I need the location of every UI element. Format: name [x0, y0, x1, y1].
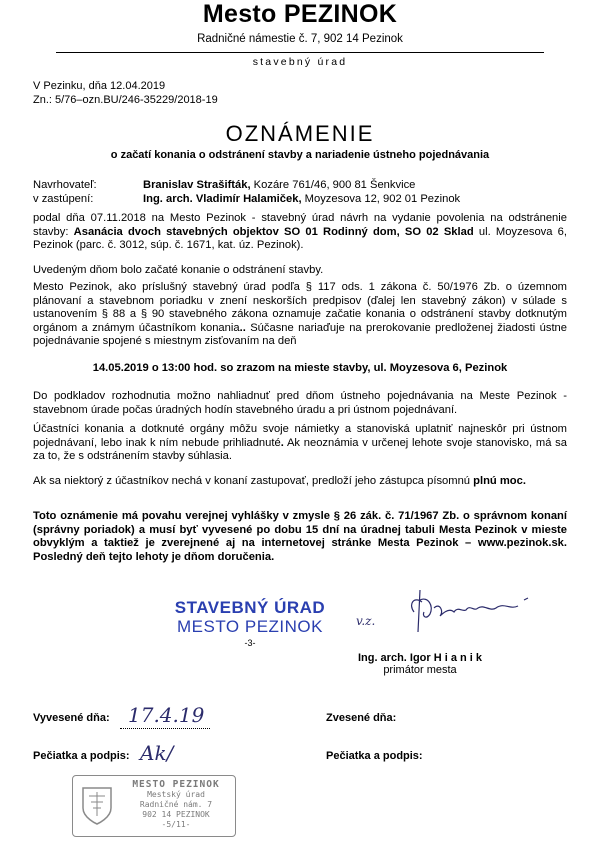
signatory-role: primátor mesta — [383, 664, 457, 676]
p5-text-a: Účastníci konania a dotknuté orgány môžu svoje námietky a stanoviská uplatniť najneskôr pri ústnom pojednávaní, lebo inak k ním nebude prihliadnuté — [33, 423, 567, 449]
paragraph-started: Uvedeným dňom bolo začaté konanie o odstránení stavby. — [33, 264, 324, 276]
handwritten-signature — [400, 586, 550, 638]
signature-initials: v.z. — [356, 614, 376, 628]
p5-text-bold: . — [280, 436, 284, 449]
applicant-row — [33, 179, 567, 193]
city-title: Mesto PEZINOK — [202, 0, 398, 28]
stamp-line-1: STAVEBNÝ ÚRAD — [174, 598, 326, 617]
paragraph-public-notice: Toto oznámenie má povahu verejnej vyhlášky v zmysle § 26 zák. č. 71/1967 Zb. o správnom konaní (správny poriadok) a musí byť vyvesené po dobu 15 dní na úradnej tabuli Mesta Pezinok v mieste obvyklým a taktiež je zverejnené aj na internetovej stránke Mesta Pezinok – www.pezinok.sk. Posledný deň tejto lehoty je dňom doručenia. — [33, 510, 567, 563]
stamp-label-left: Pečiatka a podpis: — [33, 750, 130, 762]
stamp-label-right: Pečiatka a podpis: — [326, 750, 423, 762]
posted-line — [120, 728, 210, 729]
bottom-stamp-line-5: -5/11- — [161, 820, 191, 829]
p1-text-a: podal dňa 07.11.2018 na Mesto Pezinok - stavebný úrad návrh na vydanie povolenia na odstránenie stavby: — [33, 212, 567, 238]
p1-text-bold: Asanácia dvoch stavebných objektov SO 01 Rodinný dom, SO 02 Sklad — [73, 225, 474, 238]
paragraph-application — [33, 212, 567, 253]
coat-of-arms-icon — [81, 784, 113, 826]
representative-row — [33, 193, 567, 207]
reference-number: Zn.: 5/76–ozn.BU/246-35229/2018-19 — [33, 94, 218, 106]
official-stamp — [165, 598, 335, 648]
p6-text-a: Ak sa niektorý z účastníkov nechá v konaní zastupovať, predloží jeho zástupca písomnú — [33, 475, 474, 487]
bottom-stamp-line-2: Mestský úrad — [147, 790, 205, 799]
office-name: stavebný úrad — [252, 56, 348, 68]
applicant-name: Branislav Strašifták, — [143, 179, 251, 191]
paragraph-representation — [33, 475, 567, 489]
place-date: V Pezinku, dňa 12.04.2019 — [33, 80, 166, 92]
posted-label: Vyvesené dňa: — [33, 712, 110, 724]
representative-label: v zastúpení: — [33, 192, 94, 205]
signatory-block — [330, 652, 510, 676]
signatory-name: Ing. arch. Igor H i a n i k — [357, 652, 483, 664]
removed-label: Zvesené dňa: — [326, 712, 397, 724]
paragraph-objections — [33, 423, 567, 464]
p3-text-bold: .. — [239, 321, 246, 334]
stamp-line-2: MESTO PEZINOK — [177, 617, 323, 636]
representative-address: Moyzesova 12, 902 01 Pezinok — [301, 192, 461, 205]
representative-name: Ing. arch. Vladimír Halamiček, — [143, 192, 302, 205]
bottom-stamp-line-3: Radničné nám. 7 — [139, 800, 213, 809]
document-meta — [33, 79, 218, 107]
p5-text-b: Ak neoznámia v určenej lehote svoje stanovisko, má sa za to, že s odstránením stavby súhlasia. — [33, 436, 567, 463]
p6-text-bold: plnú moc. — [473, 475, 526, 487]
municipal-stamp — [72, 775, 236, 837]
p1-text-b: ul. Moyzesova 6, Pezinok (parc. č. 3012, súp. č. 1671, kat. úz. Pezinok). — [33, 225, 567, 252]
city-address: Radničné námestie č. 7, 902 14 Pezinok — [197, 33, 403, 45]
stamp-number: -3- — [244, 638, 256, 648]
posted-date: 17.4.19 — [128, 703, 205, 727]
posted-signature: Ak/ — [140, 741, 174, 765]
parties-block — [33, 179, 567, 206]
municipal-stamp-text — [121, 780, 231, 830]
bottom-stamp-line-4: 902 14 PEZINOK — [142, 810, 210, 819]
hearing-date: 14.05.2019 o 13:00 hod. so zrazom na mieste stavby, ul. Moyzesova 6, Pezinok — [92, 362, 508, 374]
applicant-label: Navrhovateľ: — [33, 179, 97, 191]
notice-subheading: o začatí konania o odstránení stavby a nariadenie ústneho pojednávania — [110, 149, 490, 161]
paragraph-authority — [33, 281, 567, 349]
p3-text-a: Mesto Pezinok, ako príslušný stavebný úrad podľa § 117 ods. 1 zákona č. 50/1976 Zb. o územnom plánovaní a stavebnom poriadku v znení neskorších predpisov (ďalej len stavebný zákon) v súlade s ustanovením § 88 a § 90 stavebného zákona oznamuje začatie konania o odstránení stavby dotknutým orgánom a známym účastníkom konania — [33, 281, 567, 334]
bottom-stamp-line-1: MESTO PEZINOK — [132, 779, 220, 790]
paragraph-documents: Do podkladov rozhodnutia možno nahliadnuť pred dňom ústneho pojednávania na Meste Pezinok - stavebnom úrade počas úradných hodín stavebného úradu a pri ústnom pojednávaní. — [33, 390, 567, 416]
header-divider — [56, 52, 544, 53]
applicant-address: Kozáre 761/46, 900 81 Šenkvice — [250, 179, 416, 191]
p3-text-b: Súčasne nariaďuje na prerokovanie predloženej žiadosti ústne pojednávanie spojené s miestnym zisťovaním na deň — [33, 321, 567, 348]
notice-heading: OZNÁMENIE — [225, 121, 375, 146]
